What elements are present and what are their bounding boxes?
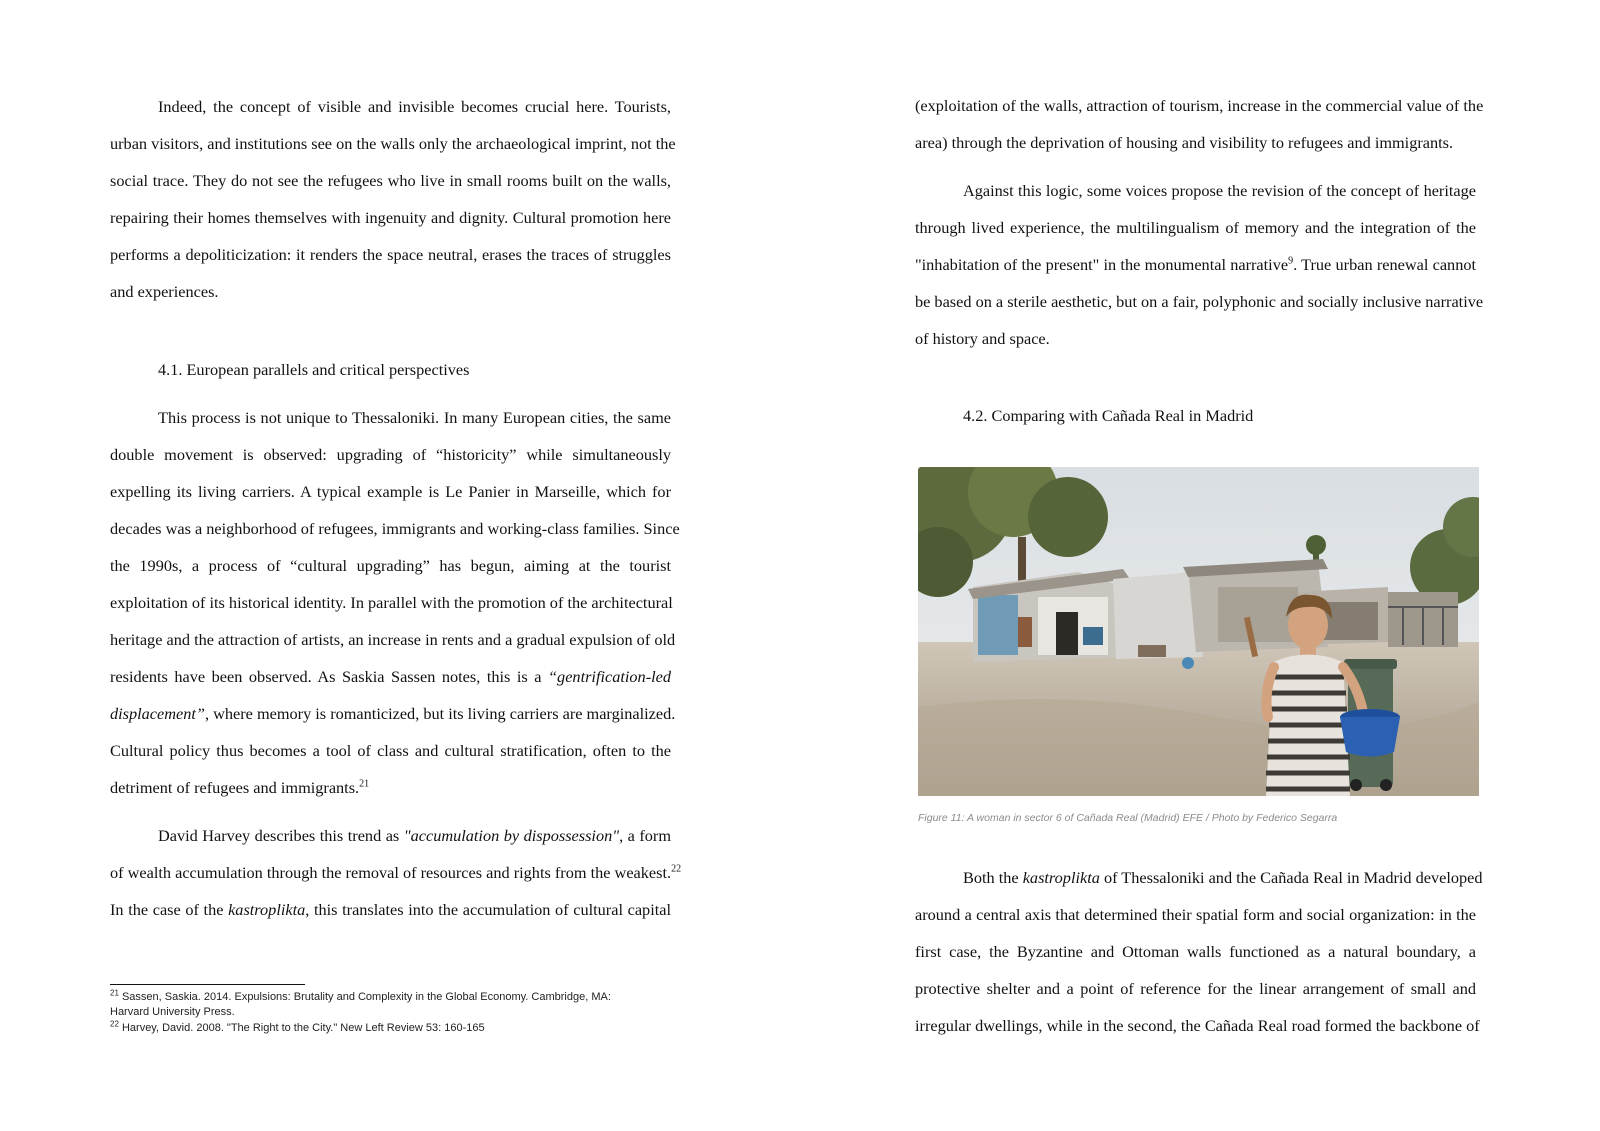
footnote (110, 990, 690, 1005)
text-line: expelling its living carriers. A typical example is Le Panier in Marseille, which for (110, 482, 671, 501)
text-line: irregular dwellings, while in the second, the Cañada Real road formed the backbone of (915, 1016, 1480, 1035)
text-line: Cultural policy thus becomes a tool of class and cultural stratification, often to the (110, 741, 671, 760)
text-line: around a central axis that determined their spatial form and social organization: in the (915, 905, 1476, 924)
text-line: exploitation of its historical identity. In parallel with the promotion of the architectural (110, 593, 673, 612)
text-line: be based on a sterile aesthetic, but on a fair, polyphonic and socially inclusive narrative (915, 292, 1484, 311)
text-run: , where memory is romanticized, but its living carriers are marginalized. (204, 704, 676, 723)
text-line (110, 777, 671, 799)
text-line: performs a depoliticization: it renders the space neutral, erases the traces of struggles (110, 245, 671, 264)
text-run: Both the (963, 868, 1023, 887)
footnote-number: 21 (110, 988, 119, 998)
text-line: double movement is observed: upgrading of “historicity” while simultaneously (110, 445, 671, 464)
text-line: social trace. They do not see the refugees who live in small rooms built on the walls, (110, 171, 671, 190)
footnote (110, 1021, 690, 1036)
text-run: "inhabitation of the present" in the monumental narrative (915, 255, 1289, 274)
text-line (158, 825, 671, 847)
text-run: , this translates into the accumulation of cultural capital (305, 900, 671, 919)
text-line: and experiences. (110, 282, 219, 301)
text-line: first case, the Byzantine and Ottoman walls functioned as a natural boundary, a (915, 942, 1476, 961)
text-line: (exploitation of the walls, attraction of tourism, increase in the commercial value of the (915, 96, 1484, 115)
text-run: residents have been observed. As Saskia Sassen notes, this is a (110, 667, 548, 686)
figure-caption: Figure 11: A woman in sector 6 of Cañada Real (Madrid) EFE / Photo by Federico Segarra (918, 812, 1338, 824)
text-line: Against this logic, some voices propose the revision of the concept of heritage (963, 181, 1476, 200)
figure-photo (918, 467, 1479, 796)
footnote-text: Sassen, Saskia. 2014. Expulsions: Brutality and Complexity in the Global Economy. Cambridge, MA: (121, 991, 611, 1003)
section-heading: 4.2. Comparing with Cañada Real in Madrid (963, 406, 1254, 425)
text-line (963, 867, 1483, 889)
text-run: detriment of refugees and immigrants. (110, 778, 360, 797)
text-line: urban visitors, and institutions see on the walls only the archaeological imprint, not the (110, 134, 676, 153)
text-run: of wealth accumulation through the removal of resources and rights from the weakest. (110, 863, 672, 882)
text-line: Indeed, the concept of visible and invisible becomes crucial here. Tourists, (158, 97, 671, 116)
text-run: David Harvey describes this trend as (158, 826, 404, 845)
footnote-number: 22 (110, 1019, 119, 1029)
text-run: In the case of the (110, 900, 229, 919)
italic-term: kastroplikta (1022, 868, 1100, 887)
text-run: of Thessaloniki and the Cañada Real in Madrid developed (1099, 868, 1483, 887)
text-line: decades was a neighborhood of refugees, immigrants and working-class families. Since (110, 519, 680, 538)
text-run: , a form (619, 826, 672, 845)
italic-quote: displacement” (110, 704, 205, 723)
text-line (110, 899, 671, 921)
footnote-ref[interactable]: 22 (671, 863, 682, 875)
text-line: area) through the deprivation of housing and visibility to refugees and immigrants. (915, 133, 1454, 152)
text-line (110, 666, 671, 688)
text-line (110, 703, 676, 725)
footnote-continuation: Harvard University Press. (110, 1006, 235, 1018)
italic-term: kastroplikta (228, 900, 306, 919)
text-line: heritage and the attraction of artists, an increase in rents and a gradual expulsion of old (110, 630, 676, 649)
italic-quote: "accumulation by dispossession" (403, 826, 620, 845)
footnote-ref[interactable]: 9 (1288, 255, 1294, 267)
text-line: This process is not unique to Thessaloniki. In many European cities, the same (158, 408, 671, 427)
text-line (915, 254, 1476, 276)
text-line: protective shelter and a point of reference for the linear arrangement of small and (915, 979, 1476, 998)
text-line: repairing their homes themselves with ingenuity and dignity. Cultural promotion here (110, 208, 671, 227)
text-line: through lived experience, the multilingualism of memory and the integration of the (915, 218, 1476, 237)
section-heading: 4.1. European parallels and critical perspectives (158, 360, 470, 379)
text-line (110, 862, 682, 884)
text-run: . True urban renewal cannot (1293, 255, 1476, 274)
text-line: of history and space. (915, 329, 1050, 348)
italic-quote: “gentrification-led (548, 667, 671, 686)
footnote-ref[interactable]: 21 (359, 778, 370, 790)
footnote-text: Harvey, David. 2008. "The Right to the City." New Left Review 53: 160-165 (121, 1022, 485, 1034)
text-line: the 1990s, a process of “cultural upgrading” has begun, aiming at the tourist (110, 556, 671, 575)
footnote-separator (110, 984, 305, 985)
